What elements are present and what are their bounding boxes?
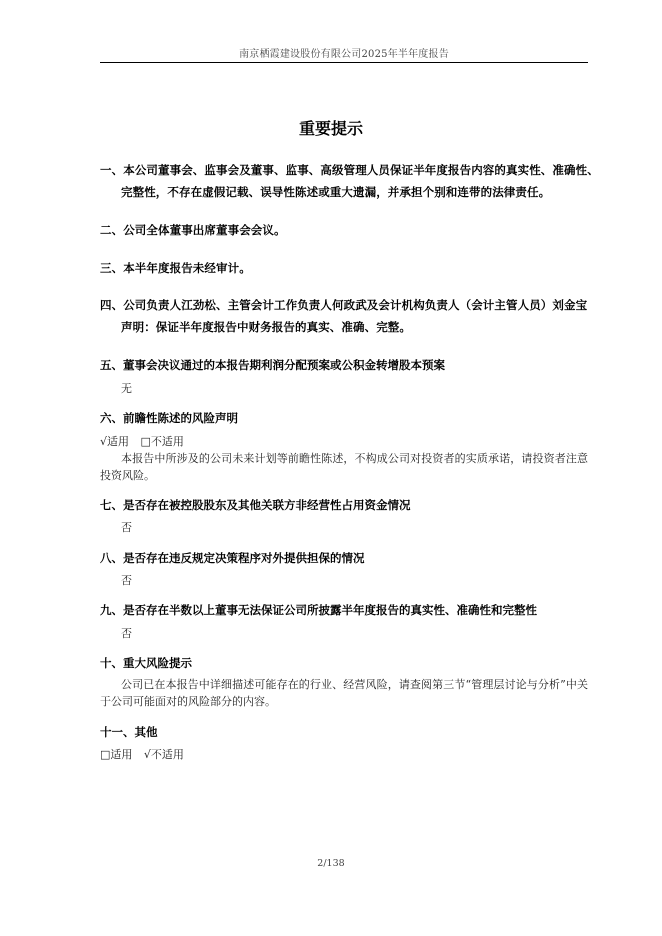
document-title: 重要提示 bbox=[298, 119, 363, 138]
section-11-heading: 十一、其他 bbox=[100, 725, 158, 739]
section-6-option-applicable: √适用 bbox=[100, 435, 130, 448]
section-8-heading: 八、是否存在违反规定决策程序对外提供担保的情况 bbox=[100, 551, 365, 565]
notice-item-2: 二、公司全体董事出席董事会会议。 bbox=[100, 223, 286, 237]
section-9-answer: 否 bbox=[121, 627, 132, 640]
section-6-heading: 六、前瞻性陈述的风险声明 bbox=[100, 411, 238, 425]
section-7-answer: 否 bbox=[121, 521, 132, 534]
notice-item-4-line-1: 四、公司负责人江劲松、主管会计工作负责人何政武及会计机构负责人（会计主管人员）刘金宝 bbox=[100, 298, 588, 312]
page-header: 南京栖霞建设股份有限公司2025年半年度报告 bbox=[239, 49, 449, 60]
section-6-options bbox=[100, 433, 184, 449]
section-5-answer: 无 bbox=[121, 382, 132, 395]
section-9-heading: 九、是否存在半数以上董事无法保证公司所披露半年度报告的真实性、准确性和完整性 bbox=[100, 603, 537, 617]
page-number: 2/138 bbox=[317, 858, 345, 869]
section-7-heading: 七、是否存在被控股股东及其他关联方非经营性占用资金情况 bbox=[100, 498, 411, 512]
section-6-body: 本报告中所涉及的公司未来计划等前瞻性陈述，不构成公司对投资者的实质承诺，请投资者注意投资风险。 bbox=[100, 452, 588, 482]
section-11-option-applicable: □适用 bbox=[100, 748, 133, 761]
notice-item-1-line-1: 一、本公司董事会、监事会及董事、监事、高级管理人员保证半年度报告内容的真实性、准确性、 bbox=[100, 163, 599, 177]
section-6-option-not-applicable: □不适用 bbox=[140, 435, 184, 448]
section-11-options bbox=[100, 746, 184, 762]
section-8-answer: 否 bbox=[121, 574, 132, 587]
notice-item-3: 三、本半年度报告未经审计。 bbox=[100, 261, 251, 275]
notice-item-1-line-2: 完整性，不存在虚假记载、误导性陈述或重大遗漏，并承担个别和连带的法律责任。 bbox=[121, 185, 551, 199]
header-divider bbox=[100, 62, 588, 63]
section-10-body: 公司已在本报告中详细描述可能存在的行业、经营风险，请查阅第三节“管理层讨论与分析”中关于公司可能面对的风险部分的内容。 bbox=[100, 678, 588, 708]
section-10-heading: 十、重大风险提示 bbox=[100, 656, 192, 670]
notice-item-4-line-2: 声明：保证半年度报告中财务报告的真实、准确、完整。 bbox=[121, 320, 411, 334]
section-11-option-not-applicable: √不适用 bbox=[143, 748, 184, 761]
section-5-heading: 五、董事会决议通过的本报告期利润分配预案或公积金转增股本预案 bbox=[100, 358, 445, 372]
